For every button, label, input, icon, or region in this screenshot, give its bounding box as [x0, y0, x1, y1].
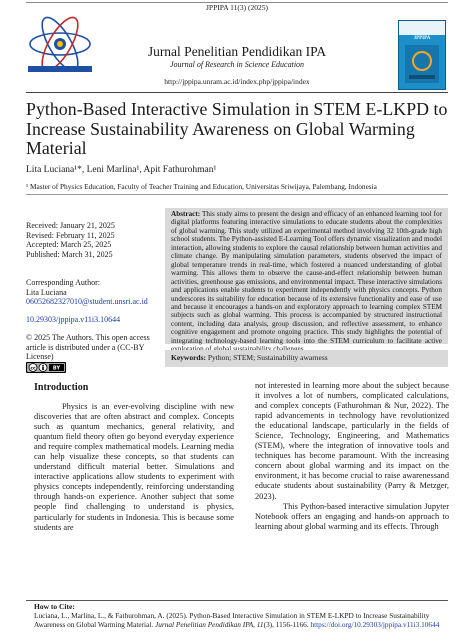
keywords-label: Keywords:	[171, 353, 206, 362]
footer-rule	[26, 600, 448, 601]
cite-pages: (3), 1156-1166.	[263, 620, 309, 629]
corr-name: Lita Luciana	[26, 287, 67, 297]
intro-right-paragraph-2: This Python-based interactive simulation Jupyter Notebook offers an engaging and hands-on approach to learning about global warming and its effects. Through	[255, 501, 449, 531]
article-dates	[26, 221, 166, 259]
cite-text: Luciana, L., Marlina, L., & Fathurohman, A. (2025). Python-Based Interactive Simulation in STEM E-LKPD to Increase Sustainability Awareness on Global Warming Material.	[34, 611, 430, 629]
cover-label: JPPIPA	[413, 36, 431, 41]
svg-text:BY: BY	[52, 365, 61, 372]
article-authors: Lita Luciana¹*, Leni Marlina¹, Apit Fathurohman¹	[26, 165, 217, 175]
abstract-label: Abstract:	[171, 210, 201, 218]
intro-right-column	[255, 381, 449, 532]
journal-subtitle: Journal of Research in Science Education	[169, 60, 305, 69]
journal-title: Jurnal Penelitian Pendidikan IPA	[147, 44, 327, 59]
journal-url[interactable]: http://jppipa.unram.ac.id/index.php/jppipa/index	[164, 77, 310, 86]
abstract-text: This study aims to present the design and efficacy of an enhanced learning tool for digital platforms featuring interactive simulations to educate students about the complexities of global warming. This study utilized an experimental method involving 32 10th-grade high school students. The Python-assisted E-Learning Tool offers dynamic visualization and model interaction, allowing students to explore the causal relationship between human activities and climate change. By manipulating simulation parameters, students observed the impact of global temperature trends in real-time, which fostered a nuanced understanding of global warming. This allows them to observe the cause-and-effect relationship between human activities, greenhouse gas emissions, and environmental impact. These interactive simulations and applications enable students to experiment independently with physics concepts. Python underscores its suitability for education because of its extensive functionality and ease of use and because it encourages a hands-on and exploratory approach to learning complex STEM subjects such as global warming. This process is accompanied by structured instructional content, including data analysis, group discussion, and reflective assessment, to enhance cognitive engagement and promote ongoing practice. This study highlights the potential of integrating technology-based learning tools into the STEM curriculum to facilitate active	[171, 210, 442, 345]
journal-issue: JPPIPA 11(3) (2025)	[206, 3, 268, 12]
corr-label: Corresponding Author:	[26, 278, 100, 287]
keywords-text: Python; STEM; Sustainability awarness	[207, 353, 328, 362]
published-date: Published: March 31, 2025	[26, 249, 113, 259]
received-date: Received: January 21, 2025	[26, 221, 115, 230]
header-rule	[26, 92, 448, 93]
doi-link[interactable]: 10.29303/jppipa.v11i3.10644	[26, 315, 121, 324]
accepted-date: Accepted: March 25, 2025	[26, 240, 112, 250]
cite-doi-link[interactable]: https://doi.org/10.29303/jppipa.v11i3.10644	[310, 620, 440, 629]
cover-band	[399, 21, 445, 35]
cite-journal: Jurnal Penelitian Pendidikan IPA, 11	[155, 620, 264, 629]
doi	[26, 315, 120, 324]
license-text: © 2025 The Authors. This open access article is distributed under a (CC-BY License)	[26, 333, 150, 362]
journal-logo-icon	[26, 16, 108, 76]
cc-by-icon	[26, 362, 66, 373]
citation	[34, 611, 448, 629]
revised-date: Revised: February 11, 2025	[26, 230, 115, 240]
cover-art-icon	[405, 45, 439, 83]
cite-label: How to Cite:	[34, 602, 75, 611]
corr-email-link[interactable]: 06052682327010@student.unsri.ac.id	[26, 297, 148, 307]
svg-text:cc: cc	[30, 366, 36, 372]
journal-cover	[398, 20, 446, 90]
intro-left-paragraph: Physics is an ever-evolving discipline with new discoveries that are often abstract and complex. Concepts such as quantum mechanics, general relativity, and quantum field theory often go beyond everyday experience and require complex mathematical models. Learning media can help visualize these concepts, so that students can understand difficult material better. Simulations and interactive applications allow students to experiment with physics concepts independently, reinforcing understanding through hands-on experience. Another subject that some people find challenging to understand is physics, particularly for students in Indonesia. This is because some students are	[34, 402, 234, 532]
article-title: Python-Based Interactive Simulation in STEM E-LKPD to Increase Sustainability Awareness on Global Warming Material	[26, 99, 448, 158]
title-rule	[26, 194, 448, 195]
corresponding-author	[26, 278, 166, 307]
article-affiliation: ¹ Master of Physics Education, Faculty of Teacher Training and Education, Universitas Sriwijaya, Palembang, Indonesia	[26, 182, 377, 191]
intro-heading: Introduction	[34, 382, 89, 393]
intro-right-paragraph-1: not interested in learning more about the subject because it involves a lot of numbers, complicated calculations, and complex concepts (Fathurohman & Nur, 2022). The rapid advancements in technology have revolutionized the educational landscape, particularly in the fields of Science, Technology, Engineering, and Mathematics (STEM), where the integration of innovative tools and techniques has become paramount. With the increasing concern about global warming and its impact on the environment, it has become crucial to raise awarenessand educate students about sustainability (Parry & Metzger, 2023).	[255, 381, 449, 501]
keywords-box	[165, 350, 448, 367]
abstract-box	[165, 208, 448, 344]
